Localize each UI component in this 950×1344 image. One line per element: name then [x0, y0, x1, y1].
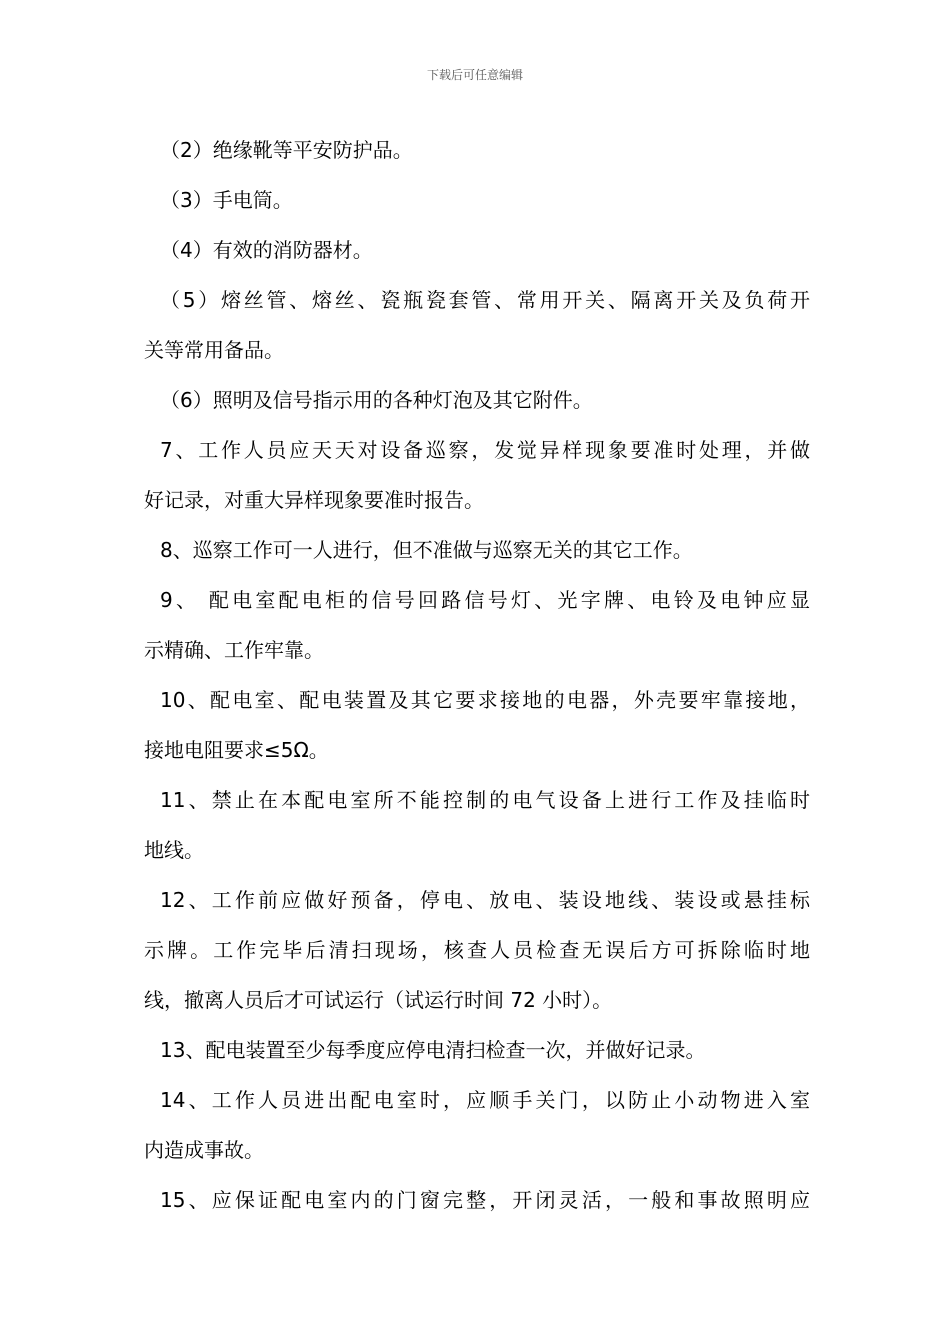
paragraph-line: （3）手电筒。: [160, 188, 293, 212]
paragraph-line: 好记录，对重大异样现象要准时报告。: [144, 488, 484, 512]
paragraph-line: 线，撤离人员后才可试运行（试运行时间 72 小时）。: [144, 988, 613, 1012]
paragraph-line: 地线。: [144, 838, 204, 862]
paragraph-line: （6）照明及信号指示用的各种灯泡及其它附件。: [160, 388, 593, 412]
paragraph-line: （5）熔丝管、熔丝、瓷瓶瓷套管、常用开关、隔离开关及负荷开: [160, 288, 810, 312]
document-body: [144, 130, 810, 1230]
page-header-note: 下载后可任意编辑: [426, 68, 523, 82]
paragraph-line: 7、工作人员应天天对设备巡察，发觉异样现象要准时处理，并做: [160, 438, 810, 462]
paragraph-line: （4）有效的消防器材。: [160, 238, 373, 262]
paragraph-line: 9、 配电室配电柜的信号回路信号灯、光字牌、电铃及电钟应显: [160, 588, 810, 612]
paragraph-line: 8、巡察工作可一人进行，但不准做与巡察无关的其它工作。: [160, 538, 693, 562]
paragraph-line: 14、工作人员进出配电室时，应顺手关门，以防止小动物进入室: [160, 1088, 810, 1112]
paragraph-line: 内造成事故。: [144, 1138, 264, 1162]
paragraph-line: 示牌。工作完毕后清扫现场，核查人员检查无误后方可拆除临时地: [144, 938, 810, 962]
paragraph-line: 12、工作前应做好预备，停电、放电、装设地线、装设或悬挂标: [160, 888, 810, 912]
paragraph-line: 接地电阻要求≤5Ω。: [144, 738, 329, 762]
paragraph-line: 15、应保证配电室内的门窗完整，开闭灵活，一般和事故照明应: [160, 1188, 810, 1212]
paragraph-line: 10、配电室、配电装置及其它要求接地的电器，外壳要牢靠接地，: [160, 688, 810, 712]
paragraph-line: （2）绝缘靴等平安防护品。: [160, 138, 413, 162]
paragraph-line: 11、禁止在本配电室所不能控制的电气设备上进行工作及挂临时: [160, 788, 810, 812]
paragraph-line: 13、配电装置至少每季度应停电清扫检查一次，并做好记录。: [160, 1038, 706, 1062]
paragraph-line: 关等常用备品。: [144, 338, 284, 362]
paragraph-line: 示精确、工作牢靠。: [144, 638, 324, 662]
